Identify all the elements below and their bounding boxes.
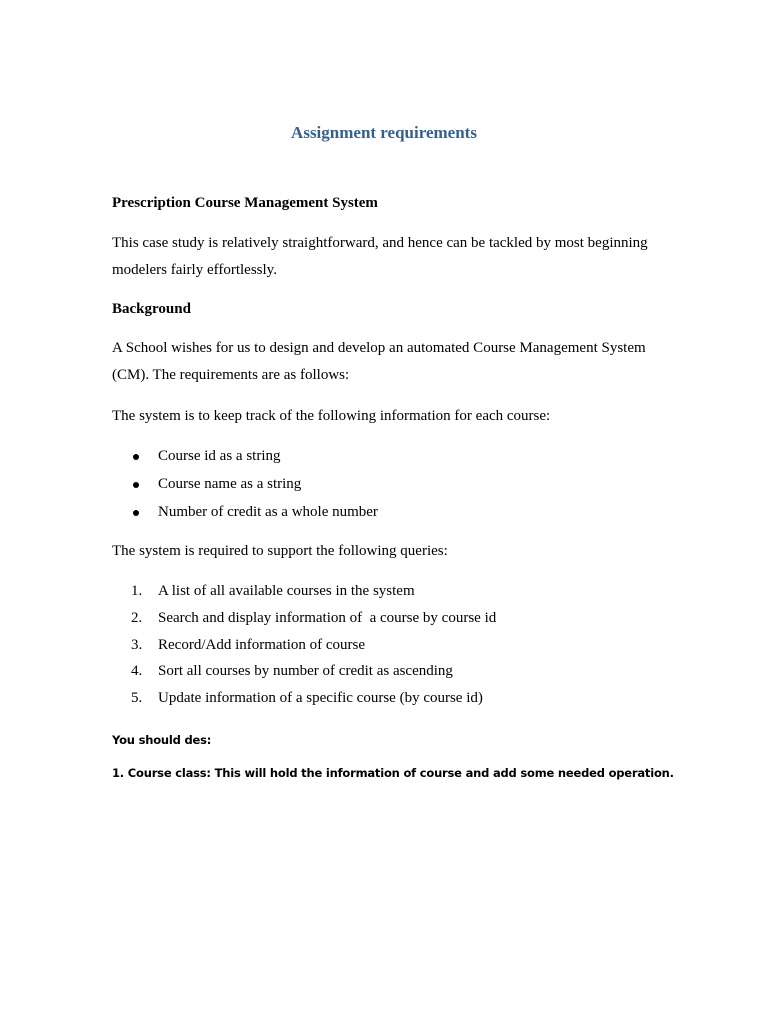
numbered-list-item — [112, 610, 672, 630]
track-intro: The system is to keep track of the following information for each course: — [112, 408, 551, 424]
list-number: 2. — [131, 610, 143, 626]
numbered-list-item — [112, 663, 672, 683]
bullet-item-text: Number of credit as a whole number — [158, 504, 378, 520]
list-number: 5. — [131, 690, 143, 706]
query-text: Update information of a specific course (by course id) — [158, 690, 483, 706]
bullet-item-text: Course name as a string — [158, 476, 302, 492]
query-text: A list of all available courses in the system — [158, 583, 415, 599]
design-intro: You should des: — [112, 733, 212, 747]
bullet-list-item — [112, 476, 672, 496]
numbered-list-item — [112, 637, 672, 657]
background-line-2: (CM). The requirements are as follows: — [112, 367, 350, 383]
bullet-icon — [133, 482, 139, 488]
main-heading: Prescription Course Management System — [112, 195, 378, 211]
bullet-item-text: Course id as a string — [158, 448, 281, 464]
bullet-icon — [133, 510, 139, 516]
query-text: Record/Add information of course — [158, 637, 366, 653]
bullet-icon — [133, 454, 139, 460]
background-line-1: A School wishes for us to design and develop an automated Course Management System — [112, 340, 646, 356]
query-text: Sort all courses by number of credit as ascending — [158, 663, 453, 679]
bullet-list-item — [112, 448, 672, 468]
bullet-list-item — [112, 504, 672, 524]
design-item-1: 1. Course class: This will hold the information of course and add some needed operation. — [112, 766, 674, 780]
list-number: 3. — [131, 637, 143, 653]
background-heading: Background — [112, 301, 191, 317]
list-number: 4. — [131, 663, 143, 679]
list-number: 1. — [131, 583, 143, 599]
numbered-list-item — [112, 690, 672, 710]
queries-intro: The system is required to support the following queries: — [112, 543, 448, 559]
document-title: Assignment requirements — [291, 123, 477, 142]
intro-line-2: modelers fairly effortlessly. — [112, 262, 277, 278]
intro-line-1: This case study is relatively straightforward, and hence can be tackled by most beginning — [112, 235, 648, 251]
numbered-list-item — [112, 583, 672, 603]
query-text: Search and display information of a course by course id — [158, 610, 497, 626]
background-paragraph — [112, 335, 672, 389]
intro-paragraph — [112, 230, 672, 284]
